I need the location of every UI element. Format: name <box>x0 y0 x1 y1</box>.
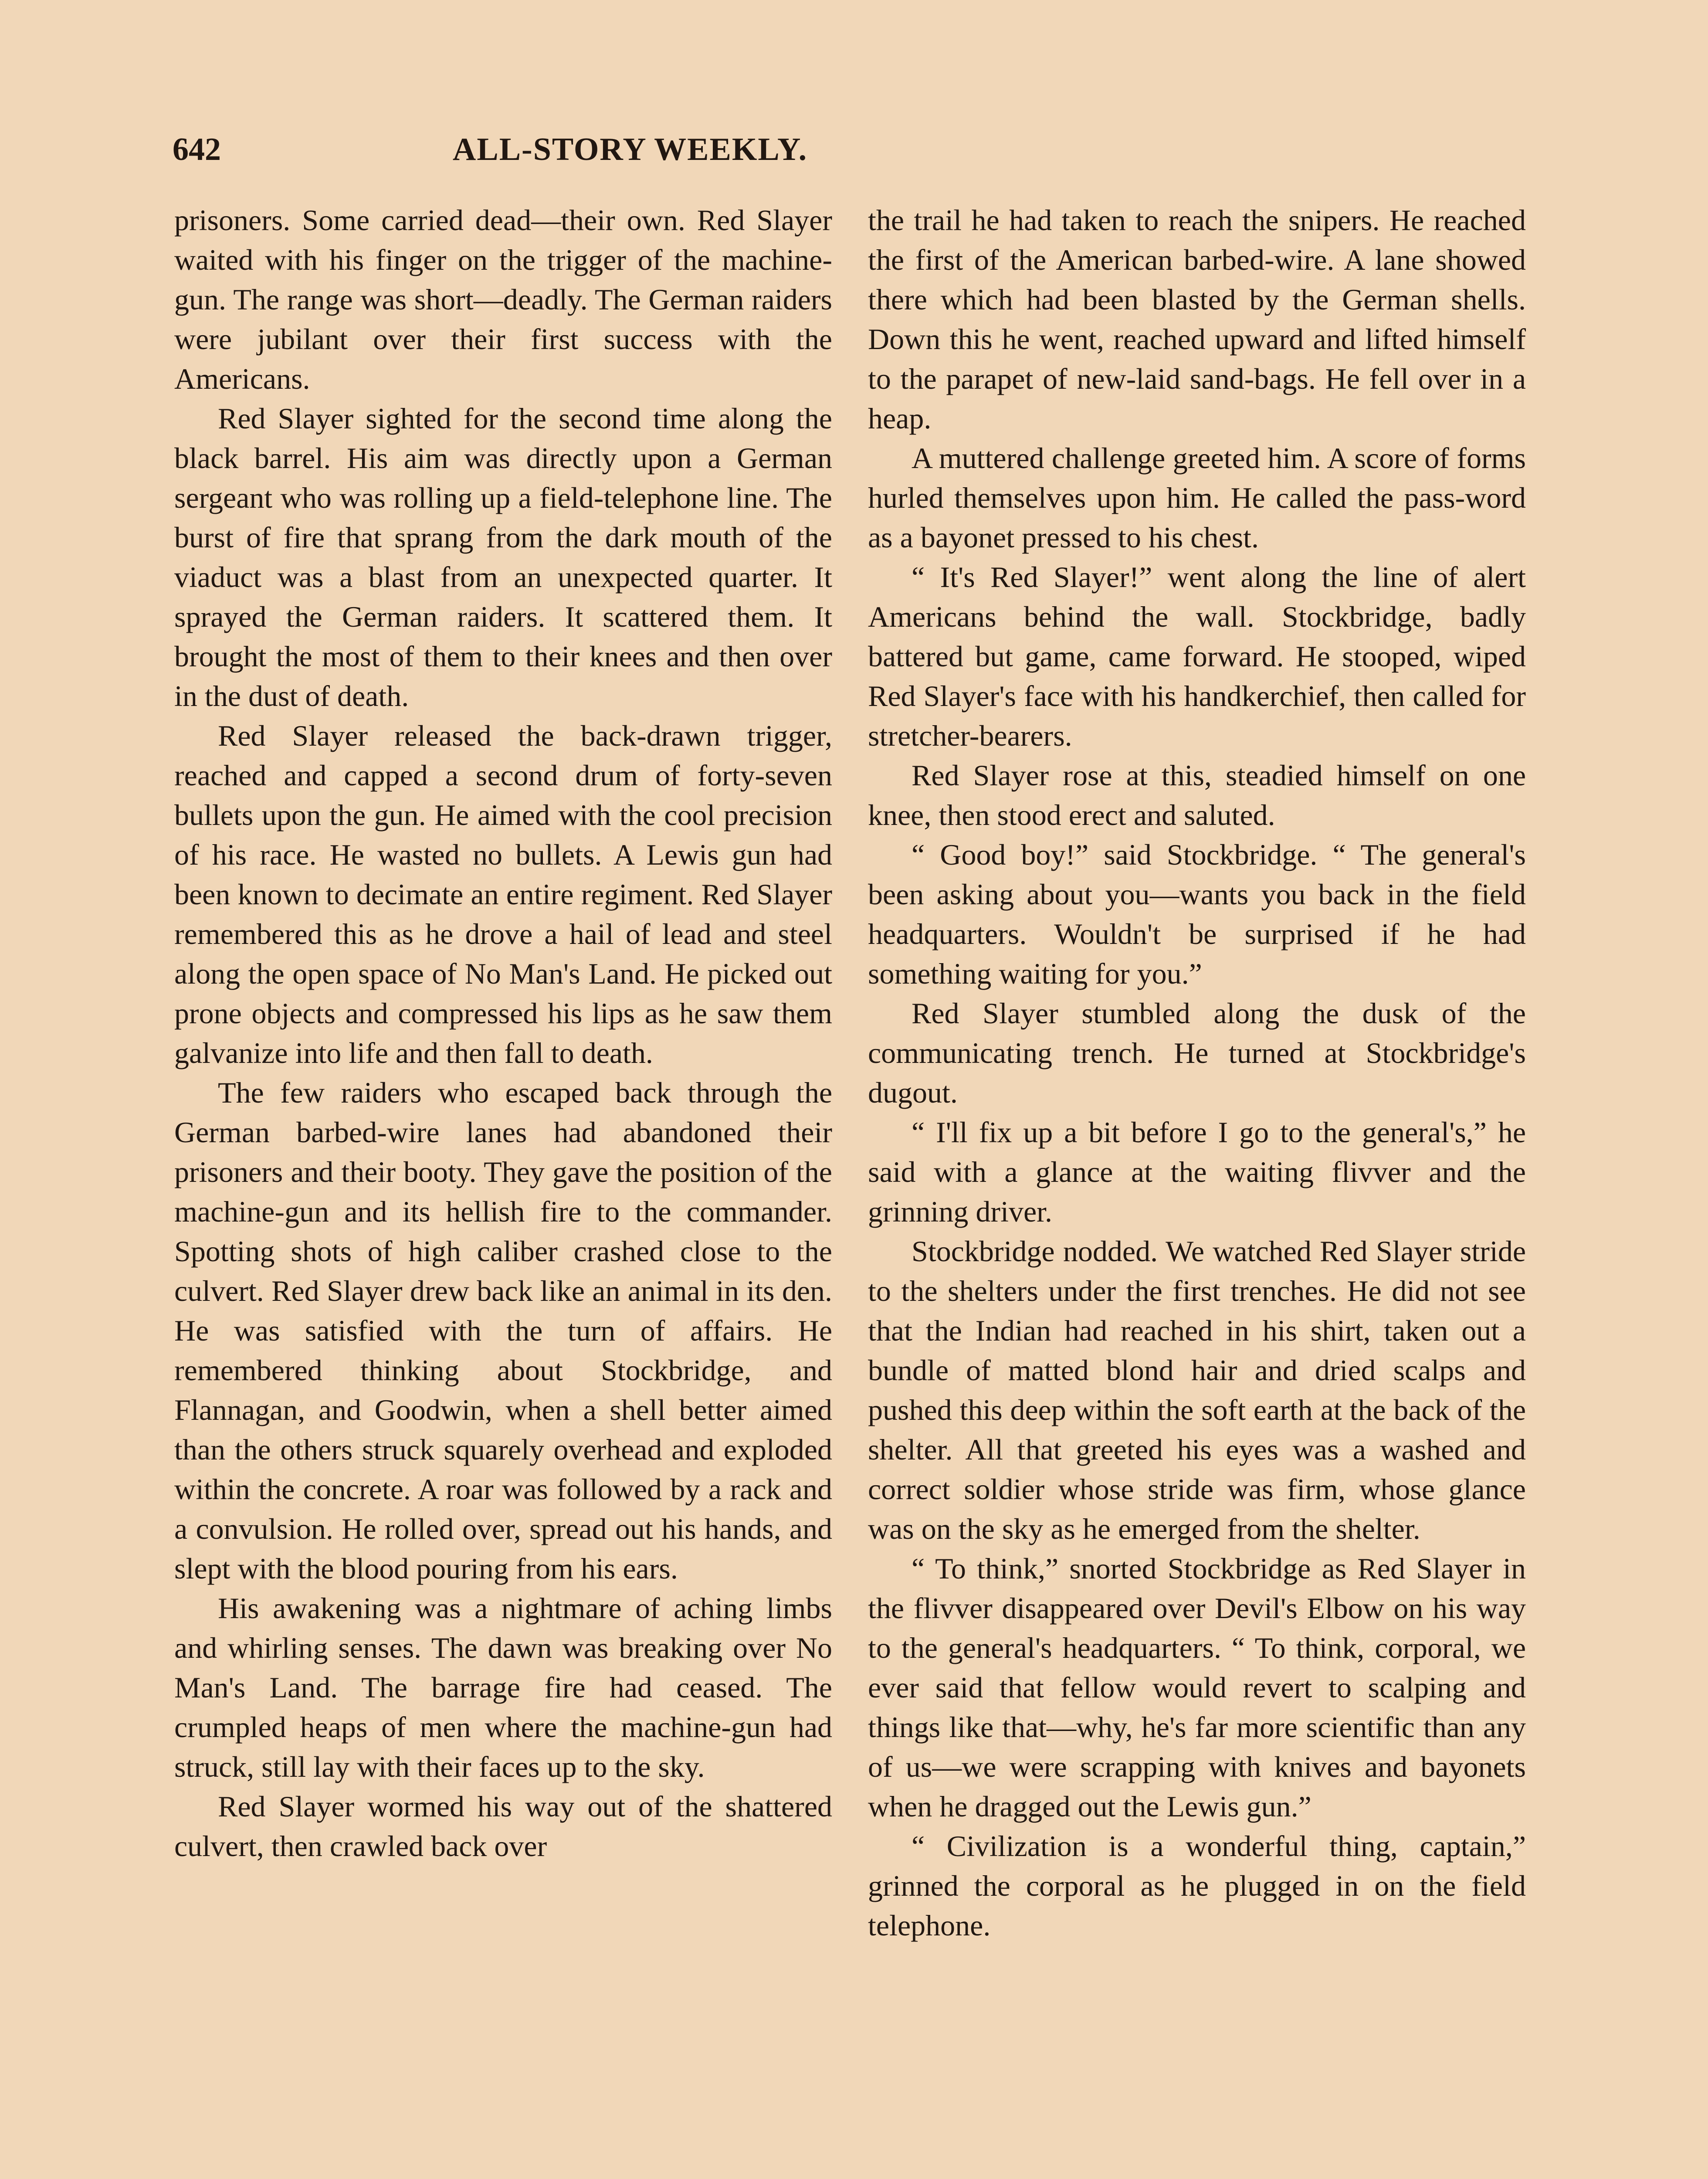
paragraph: Stockbridge nodded. We watched Red Slayer stride to the shelters under the first trenches. He did not see that the Indian had reached in his shirt, taken out a bundle of matted blond hair and dried scalps and pushed this deep within the soft earth at the back of the shelter. All that greeted his eyes was a washed and correct soldier whose stride was firm, whose glance was on the sky as he emerged from the shelter. <box>868 1235 1526 1545</box>
paragraph: The few raiders who escaped back through the German barbed-wire lanes had abandoned their prisoners and their booty. They gave the position of the machine-gun and its hellish fire to the commander. Spotting shots of high caliber crashed close to the culvert. Red Slayer drew back like an animal in its den. He was satisfied with the turn of affairs. He remembered thinking about Stockbridge, and Flannagan, and Goodwin, when a shell better aimed than the others struck squarely overhead and exploded within the concrete. A roar was followed by a rack and a convulsion. He rolled over, spread out his hands, and slept with the blood pouring from his ears. <box>174 1076 832 1585</box>
page-header <box>173 126 1061 173</box>
paragraph: “ Civilization is a wonderful thing, captain,” grinned the corporal as he plugged in on the field telephone. <box>868 1829 1526 1942</box>
paragraph: Red Slayer sighted for the second time along the black barrel. His aim was directly upon a German sergeant who was rolling up a field-telephone line. The burst of fire that sprang from the dark mouth of the viaduct was a blast from an unexpected quarter. It sprayed the German raiders. It scattered them. It brought the most of them to their knees and then over in the dust of death. <box>174 402 832 713</box>
paragraph: “ I'll fix up a bit before I go to the general's,” he said with a glance at the waiting flivver and the grinning driver. <box>868 1116 1526 1228</box>
paragraph: Red Slayer rose at this, steadied himself on one knee, then stood erect and saluted. <box>868 759 1526 832</box>
page-number: 642 <box>173 132 221 167</box>
paragraph: “ It's Red Slayer!” went along the line of alert Americans behind the wall. Stockbridge, badly battered but game, came forward. He stooped, wiped Red Slayer's face with his handkerchief, then called for stretcher-bearers. <box>868 560 1526 752</box>
paragraph: Red Slayer stumbled along the dusk of the communicating trench. He turned at Stockbridge's dugout. <box>868 997 1526 1109</box>
right-column <box>868 200 1526 1945</box>
paragraph: “ Good boy!” said Stockbridge. “ The general's been asking about you—wants you back in the field headquarters. Wouldn't be surprised if he had something waiting for you.” <box>868 838 1526 990</box>
paragraph: Red Slayer wormed his way out of the shattered culvert, then crawled back over <box>174 1790 832 1863</box>
running-head: ALL-STORY WEEKLY. <box>452 132 808 167</box>
paragraph: Red Slayer released the back-drawn trigger, reached and capped a second drum of forty-seven bullets upon the gun. He aimed with the cool precision of his race. He wasted no bullets. A Lewis gun had been known to decimate an entire regiment. Red Slayer remembered this as he drove a hail of lead and steel along the open space of No Man's Land. He picked out prone objects and compressed his lips as he saw them galvanize into life and then fall to death. <box>174 719 832 1069</box>
left-column <box>174 200 832 1866</box>
paragraph: prisoners. Some carried dead—their own. Red Slayer waited with his finger on the trigger of the machine-gun. The range was short—deadly. The German raiders were jubilant over their first success with the Americans. <box>174 204 832 395</box>
paragraph: A muttered challenge greeted him. A score of forms hurled themselves upon him. He called the pass-word as a bayonet pressed to his chest. <box>868 441 1526 554</box>
paragraph: His awakening was a nightmare of aching limbs and whirling senses. The dawn was breaking over No Man's Land. The barrage fire had ceased. The crumpled heaps of men where the machine-gun had struck, still lay with their faces up to the sky. <box>174 1592 832 1783</box>
paragraph: “ To think,” snorted Stockbridge as Red Slayer in the flivver disappeared over Devil's Elbow on his way to the general's headquarters. “ To think, corporal, we ever said that fellow would revert to scalping and things like that—why, he's far more scientific than any of us—we were scrapping with knives and bayonets when he dragged out the Lewis gun.” <box>868 1552 1526 1823</box>
paragraph: the trail he had taken to reach the snipers. He reached the first of the American barbed-wire. A lane showed there which had been blasted by the German shells. Down this he went, reached upward and lifted himself to the parapet of new-laid sand-bags. He fell over in a heap. <box>868 204 1526 435</box>
